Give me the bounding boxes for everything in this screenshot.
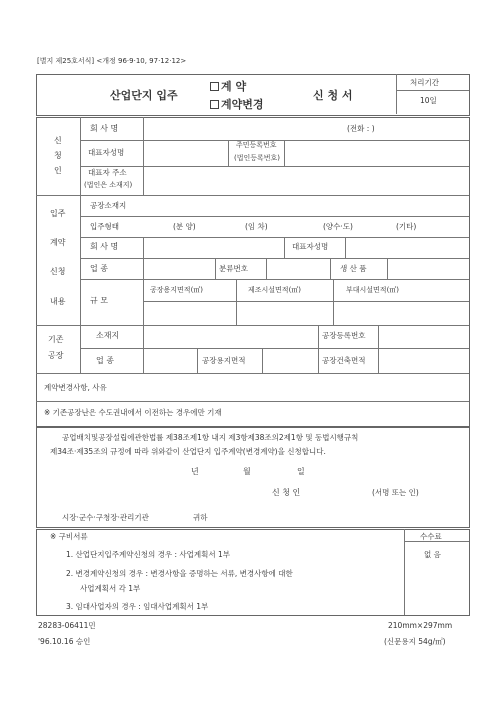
fee-label: 수수료 (420, 532, 442, 541)
input-contract-company[interactable] (145, 239, 283, 257)
section-applicant-2: 청 (54, 151, 62, 160)
option-other[interactable]: (기타) (396, 222, 417, 231)
section-contract-2: 계약 (50, 238, 66, 247)
label-occupancy-type: 입주형태 (90, 222, 119, 231)
label-scale: 규 모 (90, 296, 108, 305)
section-existing-2: 공장 (48, 351, 64, 360)
note-existing-factory: ※ 기존공장난은 수도권내에서 이전하는 경우에만 기재 (44, 408, 222, 417)
label-day: 일 (297, 467, 305, 476)
input-company-name[interactable] (145, 119, 345, 138)
docs-item-2b: 사업계획서 각 1부 (80, 584, 141, 593)
form-number: [별지 제25호서식] <개정 96·9·10, 97·12·12> (37, 57, 187, 65)
label-month: 월 (243, 467, 251, 476)
section-contract-4: 내용 (50, 297, 66, 306)
processing-period-value: 10일 (420, 96, 437, 105)
label-applicant-sign: 신 청 인 (272, 488, 301, 497)
label-company-name: 회 사 명 (90, 124, 119, 133)
label-aux-area: 부대시설면적(㎡) (346, 286, 400, 294)
label-industry: 업 종 (90, 264, 108, 273)
label-existing-bldg-area: 공장건축면적 (322, 356, 366, 365)
title-suffix: 신 청 서 (313, 89, 353, 102)
statement-line-2: 제34조·제35조의 규정에 따라 위와같이 산업단지 입주계약(변경계약)을 신청합니다. (50, 447, 326, 456)
label-class-no: 분류번호 (219, 264, 248, 273)
label-phone: (전화 : ) (347, 124, 375, 133)
label-factory-reg-no: 공장등록번호 (322, 331, 366, 340)
input-aux-area[interactable] (335, 303, 465, 324)
input-factory-location[interactable] (145, 197, 465, 215)
input-product[interactable] (389, 260, 465, 278)
label-change-details: 계약변경사항, 사유 (44, 383, 107, 392)
input-mfg-area[interactable] (238, 303, 332, 324)
input-existing-bldg-area[interactable] (380, 350, 465, 372)
label-recipient: 시장·군수·구청장·관리기관 (62, 513, 149, 522)
option-transfer[interactable]: (양수·도) (323, 222, 353, 231)
input-factory-reg-no[interactable] (380, 327, 465, 347)
fee-value: 없 음 (424, 550, 441, 559)
label-factory-location: 공장소재지 (90, 201, 127, 210)
input-change-details[interactable] (140, 376, 465, 399)
label-product: 생 산 품 (340, 264, 367, 273)
label-corp-reg-no: (법인등록번호) (234, 154, 281, 162)
statement-line-1: 공업배치및공장설립에관한법률 제38조제1항 내지 제3항제38조의2제1항 및 동법시행규칙 (62, 433, 359, 442)
label-rep-address-sub: (법인은 소재지) (84, 181, 133, 189)
docs-title: ※ 구비서류 (50, 532, 88, 541)
input-existing-industry[interactable] (145, 350, 196, 372)
input-site-area[interactable] (145, 303, 235, 324)
input-class-no[interactable] (268, 260, 329, 278)
label-rrn: 주민등록번호 (236, 141, 277, 149)
label-mfg-area: 제조시설면적(㎡) (248, 286, 302, 294)
section-contract-3: 신청 (50, 267, 66, 276)
input-existing-location[interactable] (145, 327, 317, 347)
label-year: 년 (191, 467, 199, 476)
footer-approved: '96.10.16 승인 (38, 637, 91, 646)
option-contract-change[interactable]: 계약변경 (210, 99, 264, 110)
input-contract-rep-name[interactable] (347, 239, 465, 257)
section-applicant-1: 신 (54, 136, 62, 145)
label-contract-company: 회 사 명 (90, 242, 119, 251)
input-rep-name[interactable] (145, 142, 227, 165)
label-rep-name: 대표자성명 (88, 148, 125, 157)
label-existing-location: 소재지 (96, 331, 120, 340)
checkbox-contract-change[interactable] (210, 100, 219, 109)
input-rep-address[interactable] (145, 168, 465, 193)
label-existing-site-area: 공장용지면적 (202, 356, 246, 365)
section-contract-1: 입주 (50, 209, 66, 218)
processing-period-label: 처리기간 (410, 78, 439, 87)
label-existing-industry: 업 종 (96, 356, 114, 365)
option-contract[interactable]: 계 약 (210, 81, 246, 92)
checkbox-contract[interactable] (210, 82, 219, 91)
input-industry[interactable] (145, 260, 214, 278)
label-contract-rep-name: 대표자성명 (292, 242, 329, 251)
option-lease[interactable]: (임 차) (245, 222, 268, 231)
input-applicant-sign[interactable] (320, 484, 360, 500)
input-existing-site-area[interactable] (264, 350, 317, 372)
label-honorific: 귀하 (193, 513, 208, 522)
label-site-area: 공장용지면적(㎡) (150, 286, 204, 294)
section-applicant-3: 인 (54, 166, 62, 175)
label-rep-address: 대표자 주소 (88, 168, 127, 177)
docs-item-1: 1. 산업단지입주계약신청의 경우 : 사업계획서 1부 (66, 550, 231, 559)
option-sale[interactable]: (분 양) (173, 222, 196, 231)
docs-item-2a: 2. 변경계약신청의 경우 : 변경사항을 증명하는 서류, 변경사항에 대한 (66, 569, 293, 578)
title-prefix: 산업단지 입주 (110, 89, 178, 102)
section-existing-1: 기존 (48, 335, 64, 344)
footer-paper-size: 210mm×297mm (388, 621, 453, 630)
footer-paper-type: (신문용지 54g/㎡) (384, 637, 446, 646)
footer-code: 28283-06411민 (38, 621, 96, 630)
docs-item-3: 3. 임대사업자의 경우 : 임대사업계획서 1부 (66, 602, 209, 611)
label-sign-or-seal: (서명 또는 인) (372, 488, 419, 497)
input-rrn[interactable] (286, 142, 466, 165)
